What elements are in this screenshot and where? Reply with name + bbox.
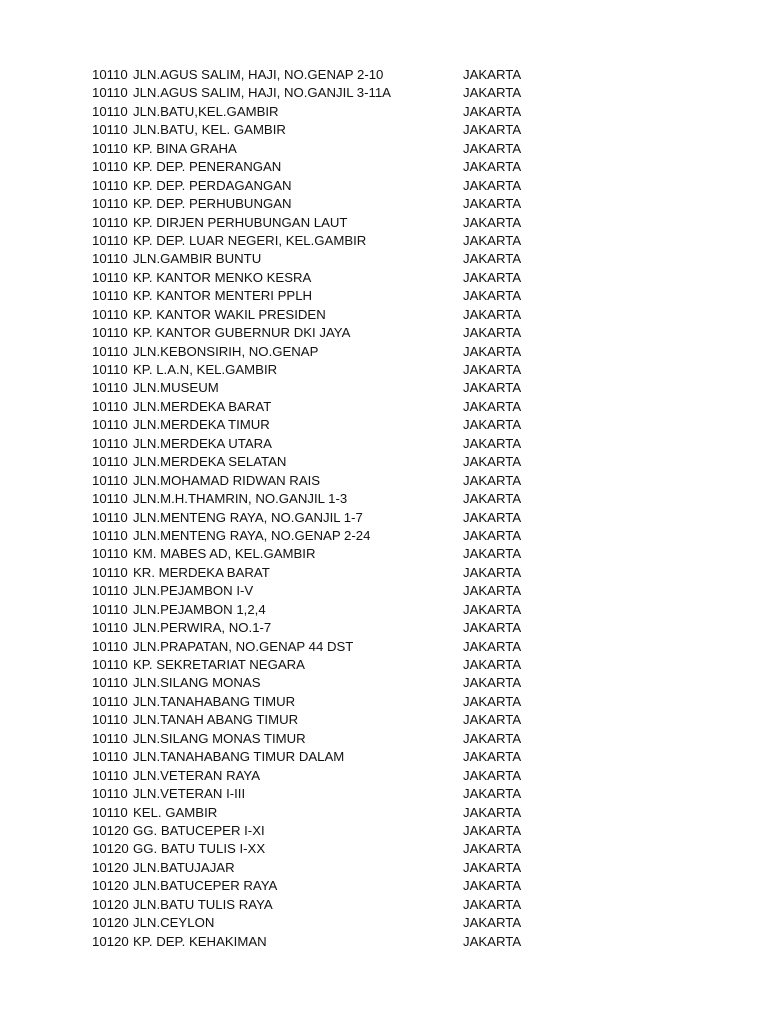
list-item	[92, 711, 572, 729]
list-item	[92, 933, 572, 951]
city-name: JAKARTA	[463, 564, 522, 580]
postal-code: 10110	[92, 564, 128, 580]
city-name: JAKARTA	[463, 380, 522, 396]
city-name: JAKARTA	[463, 583, 522, 599]
postal-code: 10110	[92, 657, 128, 672]
street-name: KP. KANTOR WAKIL PRESIDEN	[133, 306, 326, 322]
postal-code: 10110	[92, 638, 128, 654]
postal-code: 10110	[92, 196, 128, 212]
list-item	[92, 490, 572, 508]
city-name: JAKARTA	[463, 822, 522, 838]
postal-code: 10110	[92, 491, 128, 507]
postal-code: 10110	[92, 251, 128, 267]
postal-code: 10120	[92, 822, 129, 838]
list-item	[92, 398, 572, 416]
city-name: JAKARTA	[463, 749, 522, 765]
postal-code: 10110	[92, 380, 128, 396]
street-name: KP. DEP. PERHUBUNGAN	[133, 196, 292, 212]
list-item	[92, 84, 572, 102]
street-name: KP. KANTOR MENTERI PPLH	[133, 288, 313, 304]
street-name: KP. KANTOR MENKO KESRA	[133, 269, 312, 285]
postal-code: 10110	[92, 675, 128, 691]
list-item	[92, 619, 572, 637]
city-name: JAKARTA	[463, 878, 522, 894]
city-name: JAKARTA	[463, 362, 522, 377]
street-name: JLN.M.H.THAMRIN, NO.GANJIL 1-3	[133, 491, 348, 507]
street-name: JLN.MUSEUM	[133, 380, 219, 396]
postal-code: 10110	[92, 804, 128, 820]
street-name: JLN.BATUCEPER RAYA	[133, 878, 278, 894]
list-item	[92, 545, 572, 563]
street-name: JLN.BATUJAJAR	[133, 859, 235, 875]
street-name: KP. SEKRETARIAT NEGARA	[133, 657, 305, 672]
postal-code: 10110	[92, 159, 128, 175]
list-item	[92, 177, 572, 195]
street-name: JLN.PERWIRA, NO.1-7	[133, 620, 272, 636]
city-name: JAKARTA	[463, 288, 522, 304]
street-name: JLN.TANAHABANG TIMUR	[133, 693, 296, 709]
postal-code: 10120	[92, 896, 129, 912]
street-name: JLN.MOHAMAD RIDWAN RAIS	[133, 472, 321, 488]
postal-code: 10110	[92, 509, 128, 525]
street-name: JLN.MERDEKA UTARA	[133, 435, 272, 451]
postal-code: 10110	[92, 67, 128, 82]
postal-code: 10110	[92, 103, 128, 119]
postal-code-list	[92, 66, 572, 951]
city-name: JAKARTA	[463, 693, 522, 709]
street-name: KP. DEP. PERDAGANGAN	[133, 177, 292, 193]
postal-code: 10110	[92, 730, 128, 746]
postal-code: 10110	[92, 140, 128, 156]
street-name: JLN.VETERAN RAYA	[133, 767, 261, 783]
city-name: JAKARTA	[463, 159, 522, 175]
list-item	[92, 324, 572, 342]
list-item	[92, 306, 572, 324]
city-name: JAKARTA	[463, 527, 522, 543]
postal-code: 10110	[92, 362, 128, 377]
street-name: JLN.MERDEKA BARAT	[133, 398, 272, 414]
postal-code: 10110	[92, 472, 128, 488]
city-name: JAKARTA	[463, 601, 522, 617]
list-item	[92, 509, 572, 527]
list-item	[92, 896, 572, 914]
street-name: JLN.VETERAN I-III	[133, 786, 246, 802]
city-name: JAKARTA	[463, 509, 522, 525]
city-name: JAKARTA	[463, 841, 522, 857]
postal-code: 10110	[92, 454, 128, 470]
city-name: JAKARTA	[463, 140, 522, 156]
street-name: GG. BATUCEPER I-XI	[133, 822, 265, 838]
list-item	[92, 472, 572, 490]
list-item	[92, 214, 572, 232]
list-item	[92, 232, 572, 250]
city-name: JAKARTA	[463, 472, 522, 488]
street-name: JLN.CEYLON	[133, 915, 215, 931]
list-item	[92, 730, 572, 748]
postal-code: 10110	[92, 85, 128, 101]
street-name: JLN.TANAHABANG TIMUR DALAM	[133, 749, 345, 765]
city-name: JAKARTA	[463, 417, 522, 433]
postal-code: 10110	[92, 343, 128, 359]
list-item	[92, 601, 572, 619]
list-item	[92, 674, 572, 692]
street-name: KP. KANTOR GUBERNUR DKI JAYA	[133, 325, 351, 341]
city-name: JAKARTA	[463, 214, 522, 230]
city-name: JAKARTA	[463, 620, 522, 636]
list-item	[92, 748, 572, 766]
city-name: JAKARTA	[463, 196, 522, 212]
street-name: JLN.PRAPATAN, NO.GENAP 44 DST	[133, 638, 354, 654]
list-item	[92, 840, 572, 858]
list-item	[92, 361, 572, 379]
list-item	[92, 785, 572, 803]
city-name: JAKARTA	[463, 730, 522, 746]
street-name: JLN.TANAH ABANG TIMUR	[133, 712, 299, 728]
list-item	[92, 195, 572, 213]
list-item	[92, 693, 572, 711]
city-name: JAKARTA	[463, 786, 522, 802]
city-name: JAKARTA	[463, 933, 522, 949]
list-item	[92, 269, 572, 287]
list-item	[92, 767, 572, 785]
postal-code: 10120	[92, 878, 129, 894]
city-name: JAKARTA	[463, 122, 522, 138]
postal-code: 10120	[92, 859, 129, 875]
city-name: JAKARTA	[463, 454, 522, 470]
postal-code: 10120	[92, 841, 129, 857]
street-name: JLN.GAMBIR BUNTU	[133, 251, 262, 267]
street-name: KR. MERDEKA BARAT	[133, 564, 270, 580]
postal-code: 10110	[92, 435, 128, 451]
postal-code: 10110	[92, 527, 128, 543]
postal-code: 10110	[92, 214, 128, 230]
postal-code: 10110	[92, 749, 128, 765]
list-item	[92, 158, 572, 176]
list-item	[92, 66, 572, 84]
postal-code: 10110	[92, 288, 128, 304]
city-name: JAKARTA	[463, 675, 522, 691]
street-name: KP. DIRJEN PERHUBUNGAN LAUT	[133, 214, 348, 230]
list-item	[92, 435, 572, 453]
postal-code: 10110	[92, 583, 128, 599]
postal-code: 10110	[92, 417, 128, 433]
postal-code: 10110	[92, 546, 128, 562]
street-name: KP. DEP. KEHAKIMAN	[133, 933, 267, 949]
list-item	[92, 453, 572, 471]
list-item	[92, 103, 572, 121]
street-name: JLN.PEJAMBON 1,2,4	[133, 601, 266, 617]
city-name: JAKARTA	[463, 712, 522, 728]
city-name: JAKARTA	[463, 435, 522, 451]
street-name: KM. MABES AD, KEL.GAMBIR	[133, 546, 316, 562]
list-item	[92, 121, 572, 139]
list-item	[92, 822, 572, 840]
street-name: KP. DEP. LUAR NEGERI, KEL.GAMBIR	[133, 232, 367, 248]
city-name: JAKARTA	[463, 896, 522, 912]
street-name: JLN.AGUS SALIM, HAJI, NO.GENAP 2-10	[133, 67, 384, 82]
postal-code: 10110	[92, 325, 128, 341]
list-item	[92, 379, 572, 397]
street-name: JLN.MENTENG RAYA, NO.GANJIL 1-7	[133, 509, 363, 525]
city-name: JAKARTA	[463, 85, 522, 101]
list-item	[92, 638, 572, 656]
postal-code: 10110	[92, 693, 128, 709]
city-name: JAKARTA	[463, 177, 522, 193]
street-name: KP. L.A.N, KEL.GAMBIR	[133, 362, 278, 377]
city-name: JAKARTA	[463, 398, 522, 414]
street-name: JLN.PEJAMBON I-V	[133, 583, 254, 599]
postal-code: 10110	[92, 620, 128, 636]
postal-code: 10110	[92, 786, 128, 802]
city-name: JAKARTA	[463, 859, 522, 875]
city-name: JAKARTA	[463, 546, 522, 562]
list-item	[92, 527, 572, 545]
postal-code: 10120	[92, 933, 129, 949]
city-name: JAKARTA	[463, 343, 522, 359]
postal-code: 10110	[92, 398, 128, 414]
city-name: JAKARTA	[463, 232, 522, 248]
city-name: JAKARTA	[463, 767, 522, 783]
city-name: JAKARTA	[463, 915, 522, 931]
city-name: JAKARTA	[463, 251, 522, 267]
postal-code: 10110	[92, 306, 128, 322]
list-item	[92, 804, 572, 822]
postal-code: 10110	[92, 712, 128, 728]
city-name: JAKARTA	[463, 657, 522, 672]
street-name: GG. BATU TULIS I-XX	[133, 841, 266, 857]
postal-code: 10110	[92, 601, 128, 617]
city-name: JAKARTA	[463, 103, 522, 119]
street-name: JLN.AGUS SALIM, HAJI, NO.GANJIL 3-11A	[133, 85, 391, 101]
list-item	[92, 564, 572, 582]
list-item	[92, 914, 572, 932]
list-item	[92, 287, 572, 305]
list-item	[92, 416, 572, 434]
city-name: JAKARTA	[463, 638, 522, 654]
postal-code: 10120	[92, 915, 129, 931]
city-name: JAKARTA	[463, 67, 522, 82]
street-name: JLN.SILANG MONAS	[133, 675, 261, 691]
list-item	[92, 250, 572, 268]
street-name: KP. DEP. PENERANGAN	[133, 159, 282, 175]
list-item	[92, 656, 572, 674]
street-name: JLN.MENTENG RAYA, NO.GENAP 2-24	[133, 527, 371, 543]
city-name: JAKARTA	[463, 306, 522, 322]
street-name: JLN.KEBONSIRIH, NO.GENAP	[133, 343, 319, 359]
list-item	[92, 582, 572, 600]
street-name: JLN.BATU, KEL. GAMBIR	[133, 122, 286, 138]
postal-code: 10110	[92, 232, 128, 248]
street-name: JLN.BATU,KEL.GAMBIR	[133, 103, 279, 119]
street-name: KP. BINA GRAHA	[133, 140, 237, 156]
postal-code: 10110	[92, 767, 128, 783]
list-item	[92, 877, 572, 895]
city-name: JAKARTA	[463, 269, 522, 285]
street-name: JLN.MERDEKA TIMUR	[133, 417, 270, 433]
street-name: KEL. GAMBIR	[133, 804, 218, 820]
city-name: JAKARTA	[463, 491, 522, 507]
street-name: JLN.SILANG MONAS TIMUR	[133, 730, 306, 746]
postal-code: 10110	[92, 177, 128, 193]
city-name: JAKARTA	[463, 804, 522, 820]
list-item	[92, 343, 572, 361]
street-name: JLN.BATU TULIS RAYA	[133, 896, 273, 912]
list-item	[92, 859, 572, 877]
list-item	[92, 140, 572, 158]
street-name: JLN.MERDEKA SELATAN	[133, 454, 287, 470]
postal-code: 10110	[92, 122, 128, 138]
postal-code: 10110	[92, 269, 128, 285]
city-name: JAKARTA	[463, 325, 522, 341]
